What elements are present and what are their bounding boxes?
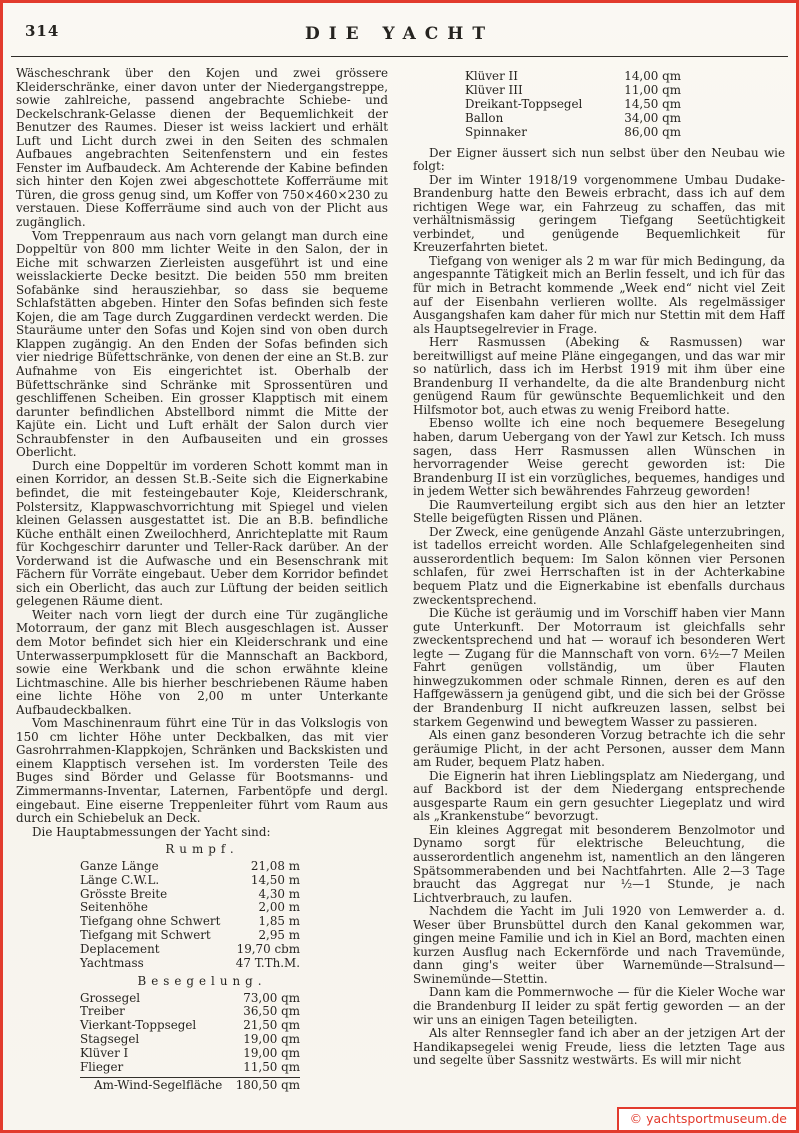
spec-value: 36,50 qm (243, 1004, 300, 1019)
paragraph: Wäscheschrank über den Kojen und zwei grössere Kleiderschränke, einer davon unter der Niedergangstreppe, sowie zahlreiche, passend angebrachte Schiebe- und Deckelschrank-Gelasse dienen der Bequemlichkeit der Benutzer des Raumes. Dieser ist weiss lackiert und erhält Luft und Licht durch zwei in den Seiten des schmalen Aufbaues angebrachten Seitenfenstern und ein festes Fenster im Aufbaudeck. Am Achterende der Kabine befinden sich hinter den Kojen zwei abgeschottete Kofferräume mit Türen, die gross genug sind, um Koffer von 750×460×230 zu verstauen. Diese Kofferräume sind auch von der Plicht aus zugänglich. (16, 67, 388, 230)
spec-label: Treiber (80, 1004, 125, 1019)
rumpf-table (80, 860, 300, 971)
spec-label: Spinnaker (465, 124, 527, 139)
paragraph: Die Hauptabmessungen der Yacht sind: (32, 824, 271, 839)
table-row (80, 1019, 300, 1033)
spec-value: 14,50 qm (624, 96, 681, 111)
spec-label: Stagsegel (80, 1032, 140, 1047)
paragraph: Vom Maschinenraum führt eine Tür in das Volkslogis von 150 cm lichter Höhe unter Deckbalken, das mit vier Gasrohrrahmen-Klappkojen, Schränken und Backskisten und einem Klapptisch versehen ist. Im vordersten Teile des Buges sind Börder und Gelasse für Bootsmanns- und Zimmermanns-Inventar, Laternen, Farbentöpfe und dergl. eingebaut. Eine eiserne Treppenleiter führt vom Raum aus durch ein Schiebeluk an Deck. (16, 716, 388, 826)
table-row (80, 1047, 300, 1061)
spec-value: 2,95 m (258, 928, 300, 943)
spec-value: 34,00 qm (624, 110, 681, 125)
paragraph: Herr Rasmussen (Abeking & Rasmussen) war bereitwilligst auf meine Pläne eingegangen, und das war mir so natürlich, dass ich im Herbst 1919 mit ihm über eine Brandenburg II verhandelte, da die alte Brandenburg nicht genügend Raum für gewünschte Bequemlichkeit und den Hilfsmotor bot, auch etwas zu wenig Freibord hatte. (413, 335, 785, 417)
spec-value: 47 T.Th.M. (235, 956, 300, 971)
paragraph: Die Eignerin hat ihren Lieblingsplatz am Niedergang, und auf Backbord ist der dem Niedergang entsprechende ausgesparte Raum ein gern gesuchter Liegeplatz und wird als „Krankenstube“ bevorzugt. (413, 768, 785, 824)
section-heading: Rumpf. (165, 842, 239, 857)
right-column (413, 67, 785, 1114)
table-row (465, 98, 681, 112)
spec-label: Grossegel (80, 990, 141, 1005)
page-title: DIE YACHT (304, 24, 495, 44)
paragraph: Weiter nach vorn liegt der durch eine Tür zugängliche Motorraum, der ganz mit Blech ausgeschlagen ist. Ausser dem Motor befindet sich hier ein Kleiderschrank und eine Unterwasserpumpklosett für die Mannschaft an Backbord, sowie eine Werkbank und die schon erwähnte kleine Lichtmaschine. Alle bis hierher beschriebenen Räume haben eine lichte Höhe von 2,00 m unter Unterkante Aufbaudeckbalken. (16, 607, 388, 717)
table-row (80, 874, 300, 888)
spec-label: Klüver II (465, 69, 518, 83)
table-row (80, 888, 300, 902)
table-row (465, 84, 681, 98)
spec-value: 86,00 qm (624, 124, 681, 139)
spec-value: 2,00 m (258, 900, 300, 915)
spec-label: Deplacement (80, 942, 160, 957)
paragraph: Vom Treppenraum aus nach vorn gelangt man durch eine Doppeltür von 800 mm lichter Weite in den Salon, der in Eiche mit schwarzen Zierleisten ausgeführt ist und eine weisslackierte Decke besitzt. Die beiden 550 mm breiten Sofabänke sind herausziehbar, so dass sie bequeme Schlafstätten abgeben. Hinter den Sofas befinden sich feste Kojen, die am Tage durch Zuggardinen verdeckt werden. Die Stauräume unter den Sofas und Kojen sind von oben durch Klappen zugängig. An den Enden der Sofas befinden sich vier niedrige Büfettschränke, von denen der eine an St.B. zur Aufnahme von Eis eingerichtet ist. Oberhalb der Büfettschränke sind Schränke mit Sprossentüren und geschliffenen Scheiben. Ein grosser Klapptisch mit einem darunter befindlichen Abstellbord nimmt die Mitte der Kajüte ein. Licht und Luft erhält der Salon durch vier Schraubfenster in den Aufbauseiten und ein grosses Oberlicht. (16, 228, 388, 460)
spec-value: 11,00 qm (624, 82, 681, 97)
spec-label: Flieger (80, 1060, 124, 1075)
paragraph: Tiefgang von weniger als 2 m war für mich Bedingung, da angespannte Tätigkeit mich an Berlin fesselt, und ich für das für mich in Betracht kommende „Week end“ nicht viel Zeit auf der Eisenbahn verlieren wollte. Als regelmässiger Ausgangshafen kam daher für mich nur Stettin mit dem Haff als Hauptsegelrevier in Frage. (413, 253, 785, 336)
table-row (80, 915, 300, 929)
table-row (80, 957, 300, 971)
spec-value: 14,00 qm (624, 69, 681, 83)
spec-value: 11,50 qm (243, 1060, 300, 1075)
page-number: 314 (25, 22, 60, 40)
header-rule (11, 56, 788, 57)
text-columns (16, 67, 785, 1114)
extra-sails-table (465, 70, 681, 140)
spec-label: Klüver I (80, 1046, 129, 1061)
spec-label: Ballon (465, 110, 504, 125)
table-row (80, 943, 300, 957)
spec-value: 19,00 qm (243, 1032, 300, 1047)
spec-label: Ganze Länge (80, 858, 159, 873)
watermark: © yachtsportmuseum.de (617, 1107, 796, 1131)
table-row (465, 126, 681, 140)
table-row (80, 1033, 300, 1047)
paragraph: Der Eigner äussert sich nun selbst über den Neubau wie folgt: (413, 145, 785, 174)
spec-label: Dreikant-Toppsegel (465, 96, 583, 111)
spec-label: Klüver III (465, 82, 523, 97)
table-row (465, 112, 681, 126)
spec-label: Grösste Breite (80, 886, 168, 901)
paragraph: Der im Winter 1918/19 vorgenommene Umbau Dudake-Brandenburg hatte den Beweis erbracht, dass ich auf dem richtigen Wege war, ein Fahrzeug zu schaffen, das mit verhältnismässig geringem Tiefgang Seetüchtigkeit verbindet, und genügende Bequemlichkeit für Kreuzerfahrten bietet. (413, 172, 785, 255)
table-row (465, 70, 681, 84)
paragraph: Die Raumverteilung ergibt sich aus den hier an letzter Stelle beigefügten Rissen und Plänen. (413, 497, 785, 526)
spec-label: Seitenhöhe (80, 900, 148, 915)
spec-label: Tiefgang ohne Schwert (80, 914, 221, 929)
left-column (16, 67, 388, 1114)
spec-value: 4,30 m (258, 886, 300, 901)
table-row (80, 1005, 300, 1019)
spec-value: 21,08 m (250, 858, 300, 873)
spec-label: Vierkant-Toppsegel (80, 1018, 197, 1033)
spec-value: 180,50 qm (235, 1077, 300, 1092)
paragraph: Dann kam die Pommernwoche — für die Kieler Woche war die Brandenburg II leider zu spät fertig geworden — an der wir uns an einigen Tagen beteiligten. (413, 985, 785, 1027)
paragraph: Der Zweck, eine genügende Anzahl Gäste unterzubringen, ist tadellos erreicht worden. Alle Schlafgelegenheiten sind ausserordentlich bequem: Im Salon können vier Personen schlafen, für zwei Herrschaften ist in der Achterkabine bequem Platz und die Eignerkabine ist ebenfalls durchaus zweckentsprechend. (413, 524, 785, 607)
paragraph: Durch eine Doppeltür im vorderen Schott kommt man in einen Korridor, an dessen St.B.-Seite sich die Eignerkabine befindet, die mit festeingebauter Koje, Kleiderschrank, Polstersitz, Klappwaschvorrichtung mit Spiegel und vielen kleinen Gelassen ausgestattet ist. Die an B.B. befindliche Küche enthält einen Zweilochherd, Anrichteplatte mit Raum für Kochgeschirr darunter und Teller-Rack darüber. An der Vorderwand ist die Aufwasche und ein Besenschrank mit Fächern für Vorräte eingebaut. Ueber dem Korridor befindet sich ein Oberlicht, das auch zur Lüftung der beiden seitlich gelegenen Räume dient. (16, 458, 388, 609)
spec-label: Länge C.W.L. (80, 872, 160, 887)
paragraph: Ein kleines Aggregat mit besonderem Benzolmotor und Dynamo sorgt für elektrische Beleuchtung, die ausserordentlich angenehm ist, namentlich an den längeren Spätsommerabenden und bei Nachtfahrten. Alle 2—3 Tage braucht das Aggregat nur ½—1 Stunde, je nach Lichtverbrauch, zu laufen. (413, 822, 785, 905)
spec-label: Tiefgang mit Schwert (80, 928, 211, 943)
table-row (80, 1077, 300, 1093)
paragraph: Die Küche ist geräumig und im Vorschiff haben vier Mann gute Unterkunft. Der Motorraum ist gleichfalls sehr zweckentsprechend und hat — worauf ich besonderen Wert legte — Zugang für die Mannschaft von vorn. 6½—7 Meilen Fahrt genügen vollständig, um über Flauten hinwegzukommen oder schmale Rinnen, deren es auf den Haffgewässern ja genügend gibt, und die sich bei der Grösse der Brandenburg II nicht aufkreuzen lassen, selbst bei starkem Gegenwind und bewegtem Wasser zu passieren. (413, 606, 785, 729)
paragraph: Ebenso wollte ich eine noch bequemere Besegelung haben, darum Uebergang von der Yawl zur Ketsch. Ich muss sagen, dass Herr Rasmussen allen Wünschen in hervorragender Weise gerecht geworden ist: Die Brandenburg II ist ein vorzügliches, bequemes, handiges und in jedem Wetter sich bewährendes Fahrzeug geworden! (413, 416, 785, 499)
spec-label: Yachtmass (80, 956, 144, 971)
paragraph: Als einen ganz besonderen Vorzug betrachte ich die sehr geräumige Plicht, in der acht Personen, ausser dem Mann am Ruder, bequem Platz haben. (413, 728, 785, 770)
table-row (80, 860, 300, 874)
paragraph: Als alter Rennsegler fand ich aber an der jetzigen Art der Handikapsegelei wenig Freude, liess die letzten Tage aus und segelte über Sassnitz westwärts. Es will mir nicht (413, 1026, 785, 1068)
table-row (80, 929, 300, 943)
spec-value: 1,85 m (258, 914, 300, 929)
spec-value: 21,50 qm (243, 1018, 300, 1033)
spec-value: 73,00 qm (243, 990, 300, 1005)
table-row (80, 992, 300, 1006)
section-heading: Besegelung. (137, 973, 267, 988)
paragraph: Nachdem die Yacht im Juli 1920 von Lemwerder a. d. Weser über Brunsbüttel durch den Kanal gekommen war, gingen meine Familie und ich in Kiel an Bord, machten einen kurzen Ausflug nach Eckernförde und nach Travemünde, dann ging's weiter über Warnemünde—Stralsund—Swinemünde—Stettin. (413, 904, 785, 986)
spec-label: Am-Wind-Segelfläche (94, 1077, 223, 1092)
spec-value: 19,70 cbm (236, 942, 300, 957)
table-row (80, 901, 300, 915)
spec-value: 14,50 m (250, 872, 300, 887)
table-row (80, 1061, 300, 1075)
spec-value: 19,00 qm (243, 1046, 300, 1061)
besegelung-table (80, 992, 300, 1093)
